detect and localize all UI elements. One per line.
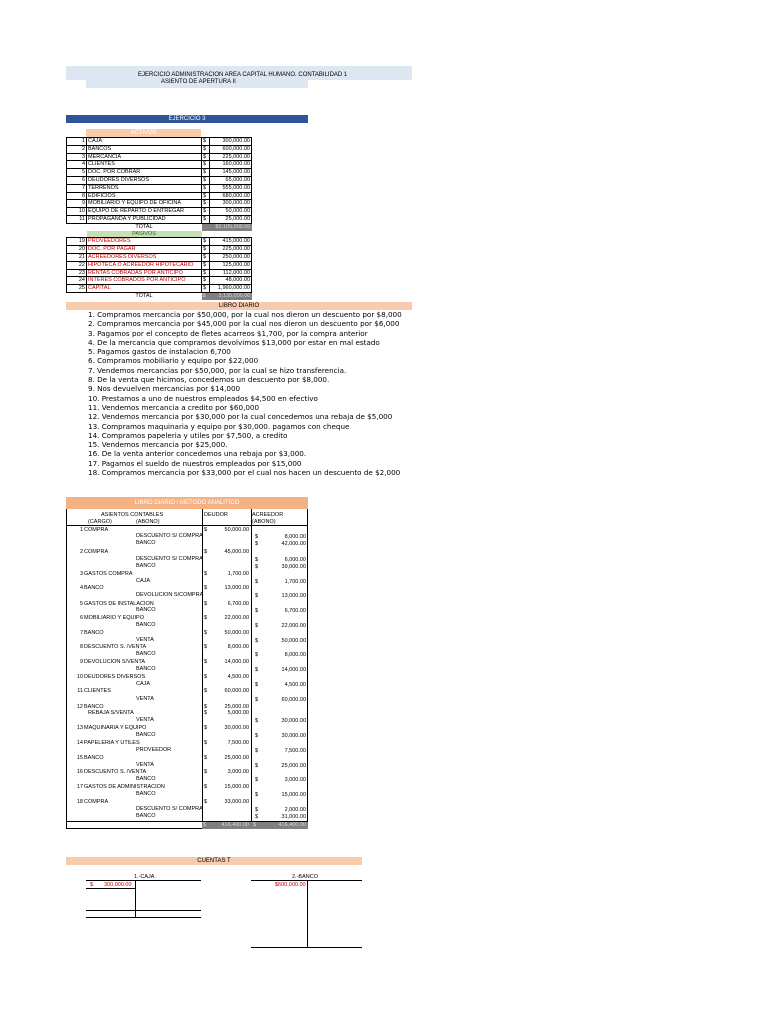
transaction-item: 3. Pagamos por el concepto de fletes acarreos $1,700, por la compra anterior bbox=[88, 328, 368, 338]
activos-num: 4 bbox=[67, 161, 87, 169]
activos-amount: 25,000.00 bbox=[210, 215, 252, 223]
journal-entry-num: 18 bbox=[76, 799, 83, 805]
journal-debit-amount: 5,000.00 bbox=[227, 710, 249, 716]
journal-credit-currency: $ bbox=[255, 666, 259, 673]
journal-entry-num: 8 bbox=[79, 644, 83, 650]
journal-debit-currency: $ bbox=[204, 601, 208, 607]
activos-currency: $ bbox=[202, 208, 210, 216]
journal-credit-currency: $ bbox=[255, 563, 259, 570]
pasivos-row bbox=[67, 285, 252, 293]
balance-table bbox=[66, 137, 252, 300]
journal-debit-currency: $ bbox=[204, 740, 208, 746]
journal-total-debit: 416,400.00 bbox=[221, 822, 249, 828]
journal-debit-amount: 50,000.00 bbox=[224, 527, 249, 533]
t-account-caja-line bbox=[86, 910, 201, 911]
journal-credit-account: VENTA bbox=[136, 637, 154, 643]
journal-debit-amount: 50,000.00 bbox=[224, 630, 249, 636]
journal-credit-account: BANCO bbox=[136, 776, 156, 782]
activos-num: 3 bbox=[67, 153, 87, 161]
journal-credit-amount: 31,000.00 bbox=[281, 813, 306, 820]
activos-row bbox=[67, 200, 252, 208]
activos-amount: 50,000.00 bbox=[210, 208, 252, 216]
journal-credit-amount: 2,000.00 bbox=[284, 806, 306, 813]
journal-credit-currency: $ bbox=[255, 651, 259, 658]
journal-debit-account: REBAJA S/VENTA bbox=[88, 710, 134, 716]
activos-num: 10 bbox=[67, 208, 87, 216]
journal-debit-currency: $ bbox=[204, 644, 208, 650]
journal-debit-amount: 7,500.00 bbox=[227, 740, 249, 746]
activos-num: 5 bbox=[67, 169, 87, 177]
journal-credit-account: BANCO bbox=[136, 540, 156, 546]
journal-debit-account: CLIENTES bbox=[84, 688, 111, 694]
activos-currency: $ bbox=[202, 145, 210, 153]
journal-debit-account: BANCO bbox=[84, 585, 104, 591]
pasivos-currency: $ bbox=[202, 269, 210, 277]
journal-entry-num: 10 bbox=[76, 674, 83, 680]
journal-entry-num: 6 bbox=[79, 615, 83, 621]
journal-credit-amount: 3,000.00 bbox=[284, 776, 306, 783]
pasivos-name: DOC. POR PAGAR bbox=[87, 246, 202, 254]
journal-entry-num: 5 bbox=[79, 601, 83, 607]
t-account-caja-debit: 300,000.00 bbox=[104, 882, 132, 888]
activos-name: CAJA bbox=[87, 138, 202, 146]
journal-total-credit-currency: $ bbox=[253, 822, 257, 828]
pasivos-amount: 1,960,000.00 bbox=[210, 285, 252, 293]
journal-debit-amount: 1,700.00 bbox=[227, 571, 249, 577]
transactions-list bbox=[88, 310, 402, 477]
journal-debit-amount: 45,000.00 bbox=[224, 549, 249, 555]
pasivos-row bbox=[67, 269, 252, 277]
transaction-item: 14. Compramos papeleria y utiles por $7,500, a credito bbox=[88, 430, 288, 440]
journal-credit-amount: 6,700.00 bbox=[284, 607, 306, 614]
journal-credit-account: BANCO bbox=[136, 607, 156, 613]
journal-entry-num: 11 bbox=[77, 688, 83, 694]
journal-credit-amount: 8,000.00 bbox=[284, 651, 306, 658]
journal-credit-account: BANCO bbox=[136, 651, 156, 657]
activos-num: 7 bbox=[67, 184, 87, 192]
transaction-item: 12. Vendemos mercancia por $30,000 por la cual concedemos una rebaja de $5,000 bbox=[88, 412, 393, 422]
activos-amount: 65,000.00 bbox=[210, 176, 252, 184]
journal-debit-amount: 3,000.00 bbox=[227, 769, 249, 775]
journal-debit-amount: 25,000.00 bbox=[224, 755, 249, 761]
journal-credit-currency: $ bbox=[255, 622, 259, 629]
journal-debit-account: COMPRA bbox=[84, 799, 109, 805]
activos-amount: 680,000.00 bbox=[210, 192, 252, 200]
journal-debit-account: MOBILIARIO Y EQUIPO bbox=[84, 615, 145, 621]
activos-amount: 555,000.00 bbox=[210, 184, 252, 192]
activos-num: 1 bbox=[67, 138, 87, 146]
pasivos-num: 19 bbox=[67, 238, 87, 246]
journal-credit-amount: 25,000.00 bbox=[281, 762, 306, 769]
transaction-item: 10. Prestamos a uno de nuestros empleados $4,500 en efectivo bbox=[88, 393, 318, 403]
activos-name: CLIENTES bbox=[87, 161, 202, 169]
journal-col-deudor: DEUDOR bbox=[204, 512, 228, 518]
journal-credit-account: BANCO bbox=[136, 791, 156, 797]
journal-credit-currency: $ bbox=[255, 717, 259, 724]
journal-debit-account: GASTOS DE ADMINISTRACION bbox=[84, 784, 165, 790]
journal-credit-amount: 4,500.00 bbox=[284, 681, 306, 688]
journal-credit-amount: 14,000.00 bbox=[281, 666, 306, 673]
t-account-caja-currency: $ bbox=[90, 882, 94, 888]
journal-debit-amount: 25,000.00 bbox=[224, 704, 249, 710]
journal-credit-currency: $ bbox=[255, 607, 259, 614]
activos-amount: 300,000.00 bbox=[210, 200, 252, 208]
activos-currency: $ bbox=[202, 215, 210, 223]
activos-num: 11 bbox=[67, 215, 87, 223]
journal-debit-currency: $ bbox=[204, 704, 208, 710]
t-account-caja-underline bbox=[86, 888, 135, 889]
activos-name: BANCOS bbox=[87, 145, 202, 153]
journal-credit-currency: $ bbox=[255, 556, 259, 563]
pasivos-currency: $ bbox=[202, 238, 210, 246]
libro-diario-header: LIBRO DIARIO bbox=[66, 302, 412, 310]
pasivos-name: ACREEDORES DIVERSOS bbox=[87, 253, 202, 261]
activos-header: ACTIVOS bbox=[86, 129, 201, 137]
activos-num: 9 bbox=[67, 200, 87, 208]
journal-total-credit: 416,400.00 bbox=[278, 822, 306, 828]
pasivos-name: PROVEEDORES bbox=[87, 238, 202, 246]
pasivos-row bbox=[67, 277, 252, 285]
journal-entry-num: 1 bbox=[79, 527, 83, 533]
activos-total: $3,105,000.00 bbox=[202, 223, 252, 230]
journal-credit-amount: 22,000.00 bbox=[281, 622, 306, 629]
journal-debit-currency: $ bbox=[204, 710, 208, 716]
transaction-item: 15. Vendemos mercancia por $25,000. bbox=[88, 440, 228, 450]
journal-debit-currency: $ bbox=[204, 571, 208, 577]
journal-credit-account: VENTA bbox=[136, 717, 154, 723]
journal-debit-currency: $ bbox=[204, 784, 208, 790]
transaction-item: 17. Pagamos el sueldo de nuestros empleados por $15,000 bbox=[88, 458, 302, 468]
t-account-caja-bottom bbox=[86, 917, 201, 918]
cuentas-t-header: CUENTAS T bbox=[66, 857, 362, 865]
journal-credit-account: BANCO bbox=[136, 732, 156, 738]
journal-credit-account: DEVOLUCION S/COMPRA bbox=[136, 592, 204, 598]
t-account-caja-label: 1.-CAJA bbox=[134, 874, 155, 880]
journal-col-acreedor: ACREEDOR bbox=[252, 512, 284, 518]
activos-row bbox=[67, 192, 252, 200]
t-account-caja-divider bbox=[135, 880, 136, 918]
activos-row bbox=[67, 176, 252, 184]
activos-name: MERCANCIA bbox=[87, 153, 202, 161]
journal-entry-num: 2 bbox=[79, 549, 83, 555]
journal-credit-currency: $ bbox=[255, 637, 259, 644]
journal-debit-account: BANCO bbox=[84, 755, 104, 761]
activos-row bbox=[67, 138, 252, 146]
transaction-item: 11. Vendemos mercancia a credito por $60,000 bbox=[88, 402, 260, 412]
activos-name: EQUIPO DE REPARTO O ENTREGAR bbox=[87, 208, 202, 216]
pasivos-amount: 112,000.00 bbox=[210, 269, 252, 277]
transaction-item: 4. De la mercancia que compramos devolvimos $13,000 por estar en mal estado bbox=[88, 337, 380, 347]
journal-credit-account: BANCO bbox=[136, 666, 156, 672]
pasivos-name: RENTAS COBRADAS POR ANTICIPO bbox=[87, 269, 202, 277]
journal-credit-account: DESCUENTO S/ COMPRA bbox=[136, 533, 203, 539]
activos-currency: $ bbox=[202, 153, 210, 161]
activos-num: 6 bbox=[67, 176, 87, 184]
journal-credit-amount: 7,500.00 bbox=[284, 747, 306, 754]
activos-currency: $ bbox=[202, 169, 210, 177]
activos-row bbox=[67, 161, 252, 169]
activos-row bbox=[67, 145, 252, 153]
journal-debit-currency: $ bbox=[204, 755, 208, 761]
journal-debit-currency: $ bbox=[204, 630, 208, 636]
pasivos-total-currency: $ bbox=[202, 292, 210, 299]
journal-credit-currency: $ bbox=[255, 813, 259, 820]
journal-debit-account: COMPRA bbox=[84, 549, 109, 555]
journal-credit-currency: $ bbox=[255, 533, 259, 540]
activos-name: PROPAGANDA Y PUBLICIDAD bbox=[87, 215, 202, 223]
journal-entry-num: 12 bbox=[76, 704, 83, 710]
journal-debit-amount: 8,000.00 bbox=[227, 644, 249, 650]
activos-currency: $ bbox=[202, 138, 210, 146]
activos-amount: 300,000.00 bbox=[210, 138, 252, 146]
journal-credit-currency: $ bbox=[255, 540, 259, 547]
exercise-header: EJERCICIO 3 bbox=[66, 115, 308, 123]
pasivos-num: 23 bbox=[67, 269, 87, 277]
pasivos-row bbox=[67, 253, 252, 261]
journal-col-abono: (ABONO) bbox=[136, 519, 160, 525]
journal-debit-currency: $ bbox=[204, 674, 208, 680]
journal-credit-account: VENTA bbox=[136, 762, 154, 768]
pasivos-row bbox=[67, 246, 252, 254]
journal-debit-amount: 4,500.00 bbox=[227, 674, 249, 680]
journal-credit-currency: $ bbox=[255, 578, 259, 585]
journal-credit-amount: 39,000.00 bbox=[281, 563, 306, 570]
transaction-item: 18. Compramos mercancia por $33,000 por el cual nos hacen un descuento de $2,000 bbox=[88, 468, 401, 478]
pasivos-name: HIPOTECA O ACREEDOR HIPOTECARIO bbox=[87, 261, 202, 269]
activos-currency: $ bbox=[202, 192, 210, 200]
journal-total-credit-cell bbox=[251, 822, 308, 829]
activos-total-label: TOTAL bbox=[135, 223, 153, 230]
journal-credit-currency: $ bbox=[255, 592, 259, 599]
activos-amount: 600,000.00 bbox=[210, 145, 252, 153]
journal-debit-account: DEVOLUCION S/VENTA bbox=[84, 659, 146, 665]
journal-debit-currency: $ bbox=[204, 659, 208, 665]
journal-debit-currency: $ bbox=[204, 688, 208, 694]
pasivos-currency: $ bbox=[202, 246, 210, 254]
journal-debit-amount: 15,000.00 bbox=[224, 784, 249, 790]
activos-row bbox=[67, 153, 252, 161]
journal-debit-account: DESCUENTO S. /VENTA bbox=[84, 644, 147, 650]
journal-entry-num: 4 bbox=[79, 585, 83, 591]
journal-debit-account: GASTOS COMPRA bbox=[84, 571, 133, 577]
t-account-caja-top bbox=[86, 880, 201, 881]
journal-credit-currency: $ bbox=[255, 696, 259, 703]
t-account-banco-divider bbox=[307, 880, 308, 948]
pasivos-num: 22 bbox=[67, 261, 87, 269]
transaction-item: 5. Pagamos gastos de instalacion 6,700 bbox=[88, 347, 231, 357]
journal-credit-amount: 6,000.00 bbox=[284, 556, 306, 563]
pasivos-amount: 415,000.00 bbox=[210, 238, 252, 246]
journal-credit-account: BANCO bbox=[136, 622, 156, 628]
journal-credit-amount: 50,000.00 bbox=[281, 637, 306, 644]
journal-total-debit-cell bbox=[202, 822, 251, 829]
transaction-item: 7. Vendemos mercancias por $50,000, por la cual se hizo transferencia. bbox=[88, 365, 347, 375]
pasivos-num: 24 bbox=[67, 277, 87, 285]
journal-credit-currency: $ bbox=[255, 762, 259, 769]
activos-row bbox=[67, 215, 252, 223]
pasivos-name: INTERES COBRADOS POR ANTICIPO bbox=[87, 277, 202, 285]
journal-col-cargo: (CARGO) bbox=[88, 519, 112, 525]
journal-credit-currency: $ bbox=[255, 681, 259, 688]
journal-credit-amount: 30,000.00 bbox=[281, 732, 306, 739]
activos-currency: $ bbox=[202, 184, 210, 192]
pasivos-amount: 125,000.00 bbox=[210, 261, 252, 269]
transaction-item: 2. Compramos mercancia por $45,000 por la cual nos dieron un descuento por $6,000 bbox=[88, 319, 400, 329]
journal-entry-num: 9 bbox=[79, 659, 83, 665]
journal-entry-num: 13 bbox=[76, 725, 83, 731]
activos-name: MOBILIARIO Y EQUIPO DE OFICINA bbox=[87, 200, 202, 208]
pasivos-currency: $ bbox=[202, 285, 210, 293]
journal-credit-currency: $ bbox=[255, 776, 259, 783]
journal-credit-account: VENTA bbox=[136, 696, 154, 702]
transaction-item: 16. De la venta anterior concedemos una rebaja por $3,000. bbox=[88, 449, 307, 459]
pasivos-currency: $ bbox=[202, 277, 210, 285]
journal-credit-account: CAJA bbox=[136, 578, 151, 584]
activos-name: TERRENOS bbox=[87, 184, 202, 192]
journal-entry-num: 3 bbox=[79, 571, 83, 577]
activos-row bbox=[67, 208, 252, 216]
journal-debit-currency: $ bbox=[204, 549, 208, 555]
journal-credit-account: DESCUENTO S/ COMPRA bbox=[136, 806, 203, 812]
journal-title: LIBRO DIARIO / METODO ANALITICO bbox=[134, 500, 240, 506]
journal-debit-account: MAQUINARIA Y EQUIPO bbox=[84, 725, 147, 731]
activos-currency: $ bbox=[202, 176, 210, 184]
pasivos-num: 21 bbox=[67, 253, 87, 261]
journal-debit-currency: $ bbox=[204, 585, 208, 591]
journal-debit-amount: 60,000.00 bbox=[224, 688, 249, 694]
journal-divider-acreedor bbox=[251, 509, 252, 829]
journal-entry-num: 15 bbox=[76, 755, 83, 761]
journal-credit-amount: 30,000.00 bbox=[281, 717, 306, 724]
pasivos-header: PASIVOS bbox=[87, 231, 202, 238]
journal-debit-currency: $ bbox=[204, 725, 208, 731]
transaction-item: 13. Compramos maquinaria y equipo por $30,000. pagamos con cheque bbox=[88, 421, 350, 431]
journal-header-rule bbox=[66, 525, 308, 526]
journal-credit-currency: $ bbox=[255, 806, 259, 813]
journal-credit-account: BANCO bbox=[136, 563, 156, 569]
pasivos-row bbox=[67, 261, 252, 269]
document-subtitle: ASIENTO DE APERTURA II bbox=[161, 79, 236, 85]
activos-num: 8 bbox=[67, 192, 87, 200]
pasivos-num: 25 bbox=[67, 285, 87, 293]
journal-debit-account: BANCO bbox=[84, 704, 104, 710]
transaction-item: 6. Compramos mobiliario y equipo por $22,000 bbox=[88, 356, 259, 366]
journal-total-debit-currency: $ bbox=[203, 822, 207, 828]
journal-credit-amount: 60,000.00 bbox=[281, 696, 306, 703]
journal-entry-num: 7 bbox=[79, 630, 83, 636]
journal-credit-currency: $ bbox=[255, 791, 259, 798]
journal-debit-amount: 14,000.00 bbox=[224, 659, 249, 665]
journal-debit-amount: 33,000.00 bbox=[224, 799, 249, 805]
t-account-banco-label: 2.-BANCO bbox=[292, 874, 318, 880]
pasivos-total-label: TOTAL bbox=[135, 292, 153, 299]
journal-credit-amount: 13,000.00 bbox=[281, 592, 306, 599]
transaction-item: 1. Compramos mercancia por $50,000, por la cual nos dieron un descuento por $8,000 bbox=[88, 310, 402, 319]
pasivos-row bbox=[67, 238, 252, 246]
activos-amount: 160,000.00 bbox=[210, 161, 252, 169]
pasivos-name: CAPITAL bbox=[87, 285, 202, 293]
pasivos-currency: $ bbox=[202, 253, 210, 261]
journal-debit-account: DESCUENTO S. /VENTA bbox=[84, 769, 147, 775]
journal-credit-account: BANCO bbox=[136, 813, 156, 819]
activos-currency: $ bbox=[202, 200, 210, 208]
activos-name: EDIFICIOS bbox=[87, 192, 202, 200]
journal-debit-amount: 30,000.00 bbox=[224, 725, 249, 731]
journal-debit-account: COMPRA bbox=[84, 527, 109, 533]
activos-name: DOC. POR COBRAR bbox=[87, 169, 202, 177]
pasivos-amount: 250,000.00 bbox=[210, 253, 252, 261]
journal-debit-amount: 22,000.00 bbox=[224, 615, 249, 621]
journal-entry-num: 14 bbox=[76, 740, 83, 746]
journal-debit-currency: $ bbox=[204, 769, 208, 775]
transaction-item: 9. Nos devuelven mercancias por $14,000 bbox=[88, 384, 241, 394]
journal-credit-account: CAJA bbox=[136, 681, 151, 687]
journal-debit-account: BANCO bbox=[84, 630, 104, 636]
activos-currency: $ bbox=[202, 161, 210, 169]
journal-credit-amount: 15,000.00 bbox=[281, 791, 306, 798]
pasivos-amount: 225,000.00 bbox=[210, 246, 252, 254]
journal-credit-amount: 8,000.00 bbox=[284, 533, 306, 540]
journal-credit-account: PROVEEDOR bbox=[136, 747, 172, 753]
journal-entry-num: 16 bbox=[76, 769, 83, 775]
journal-debit-currency: $ bbox=[204, 527, 208, 533]
t-account-banco-debit: $600,000.00 bbox=[275, 882, 306, 888]
journal-debit-amount: 13,000.00 bbox=[224, 585, 249, 591]
activos-row bbox=[67, 184, 252, 192]
activos-amount: 145,000.00 bbox=[210, 169, 252, 177]
transaction-item: 8. De la venta que hicimos, concedemos un descuento por $8,000. bbox=[88, 375, 330, 385]
activos-name: DEUDORES DIVERSOS bbox=[87, 176, 202, 184]
journal-col-asientos: ASIENTOS CONTABLES bbox=[101, 512, 164, 518]
journal-debit-currency: $ bbox=[204, 799, 208, 805]
journal-credit-currency: $ bbox=[255, 732, 259, 739]
activos-row bbox=[67, 169, 252, 177]
pasivos-currency: $ bbox=[202, 261, 210, 269]
t-account-banco-bottom bbox=[251, 947, 362, 948]
journal-col-acreedor-sub: (ABONO) bbox=[252, 519, 276, 525]
journal-debit-account: DEUDORES DIVERSOS bbox=[84, 674, 146, 680]
journal-debit-currency: $ bbox=[204, 615, 208, 621]
journal-debit-account: PAPELERIA Y UTILES bbox=[84, 740, 140, 746]
document-title: EJERCICIO ADMINISTRACION AREA CAPITAL HUMANO. CONTABILIDAD 1 bbox=[138, 72, 348, 78]
journal-credit-currency: $ bbox=[255, 747, 259, 754]
activos-num: 2 bbox=[67, 145, 87, 153]
journal-credit-account: DESCUENTO S/ COMPRA bbox=[136, 556, 203, 562]
journal-entry-num: 17 bbox=[76, 784, 83, 790]
journal-credit-amount: 42,000.00 bbox=[281, 540, 306, 547]
pasivos-total: 3,135,000.00 bbox=[210, 292, 252, 299]
journal-debit-amount: 6,700.00 bbox=[227, 601, 249, 607]
activos-amount: 225,000.00 bbox=[210, 153, 252, 161]
journal-credit-amount: 1,700.00 bbox=[284, 578, 306, 585]
pasivos-num: 20 bbox=[67, 246, 87, 254]
pasivos-amount: 48,000.00 bbox=[210, 277, 252, 285]
journal-debit-account: GASTOS DE INSTALACION bbox=[84, 601, 154, 607]
